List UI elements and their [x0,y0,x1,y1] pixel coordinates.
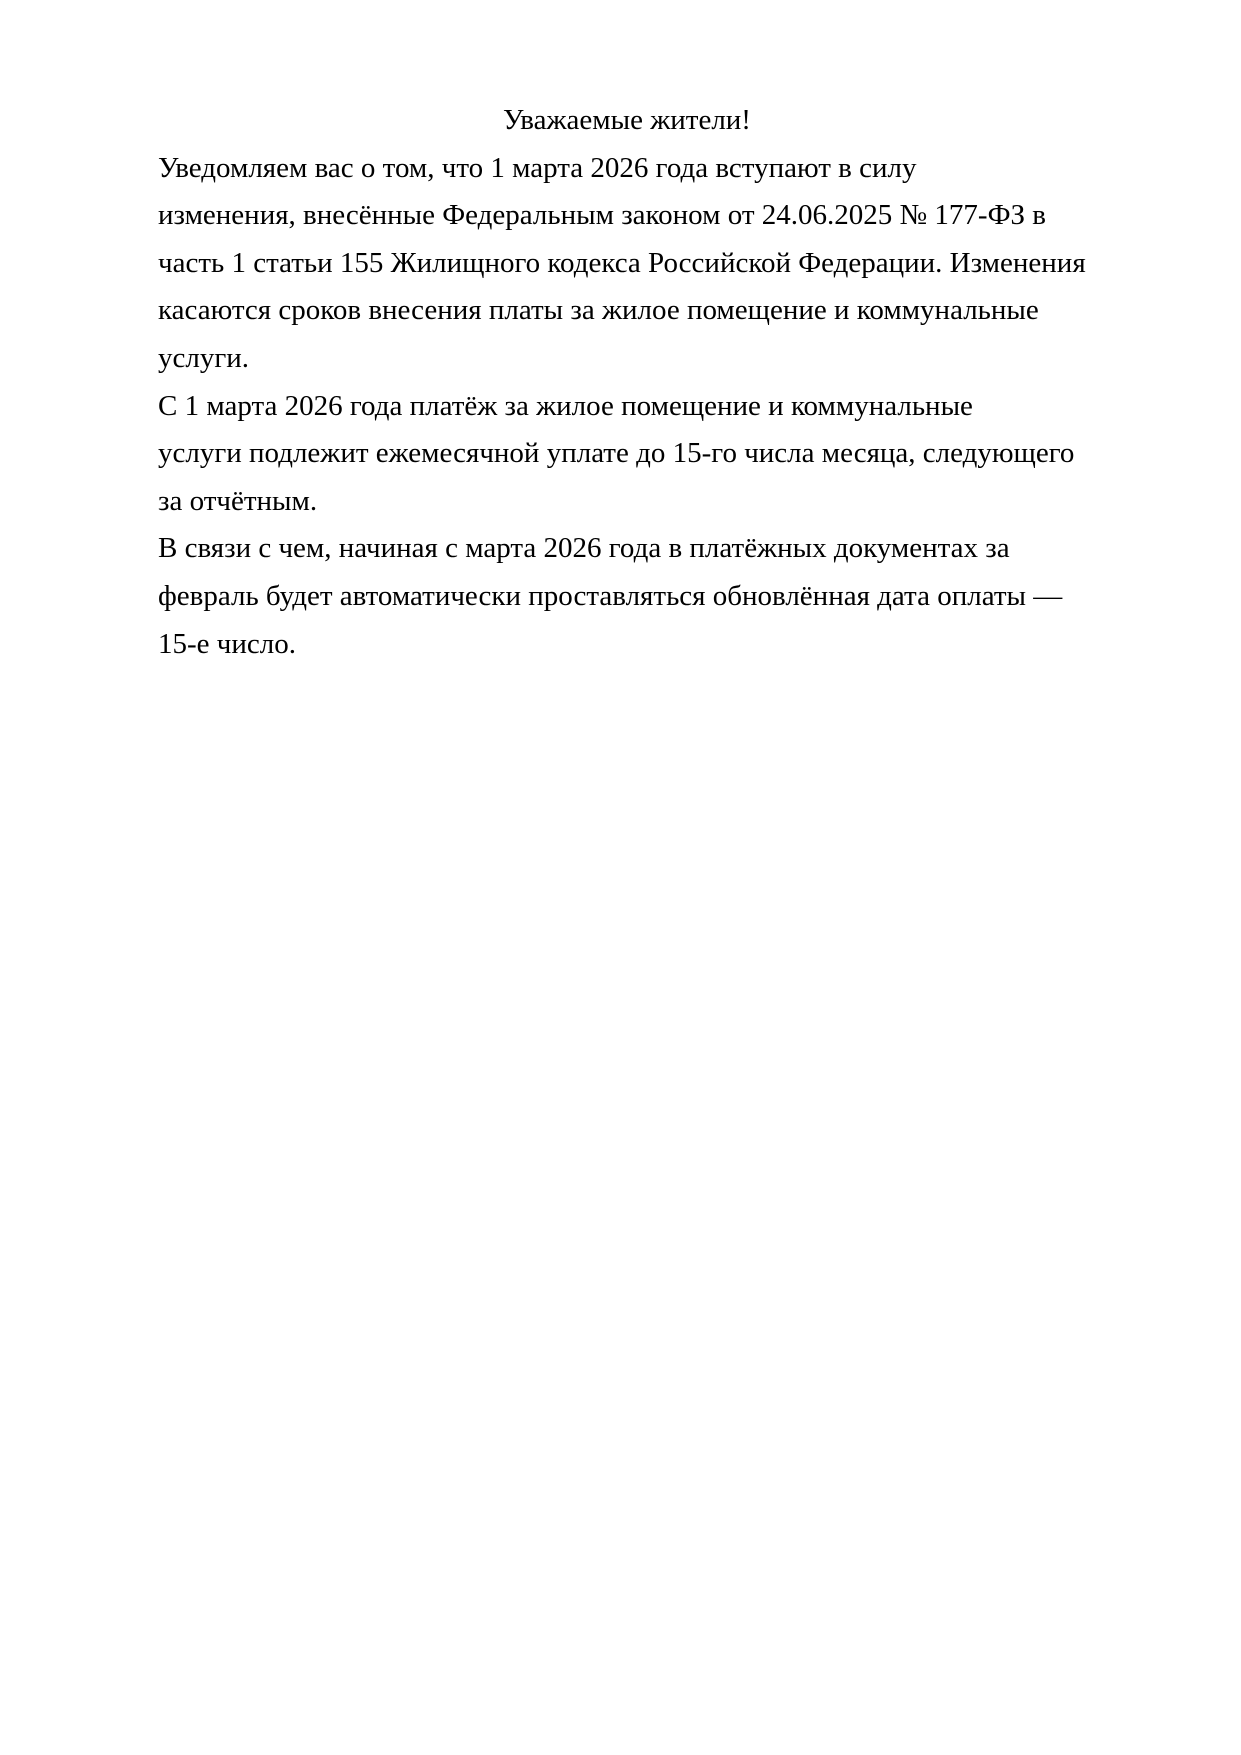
text-line: касаются сроков внесения платы за жилое помещение и коммунальные [158,294,1039,327]
paragraph-1 [158,145,1096,383]
text-line: Уведомляем вас о том, что 1 марта 2026 года вступают в силу [158,151,917,184]
text-line: С 1 марта 2026 года платёж за жилое помещение и коммунальные [158,389,973,422]
paragraph-2 [158,383,1096,526]
document-title: Уважаемые жители! [503,104,751,136]
text-line: услуги подлежит ежемесячной уплате до 15-го числа месяца, следующего [158,437,1075,470]
text-line: В связи с чем, начиная с марта 2026 года в платёжных документах за [158,532,1010,565]
text-line: часть 1 статьи 155 Жилищного кодекса Российской Федерации. Изменения [158,246,1086,279]
text-line: февраль будет автоматически проставляться обновлённая дата оплаты — [158,579,1063,612]
text-line: услуги. [158,341,250,374]
text-line: за отчётным. [158,484,318,517]
text-line: изменения, внесённые Федеральным законом от 24.06.2025 № 177-ФЗ в [158,199,1046,232]
text-line: 15-е число. [158,627,296,660]
paragraph-3 [158,525,1096,668]
